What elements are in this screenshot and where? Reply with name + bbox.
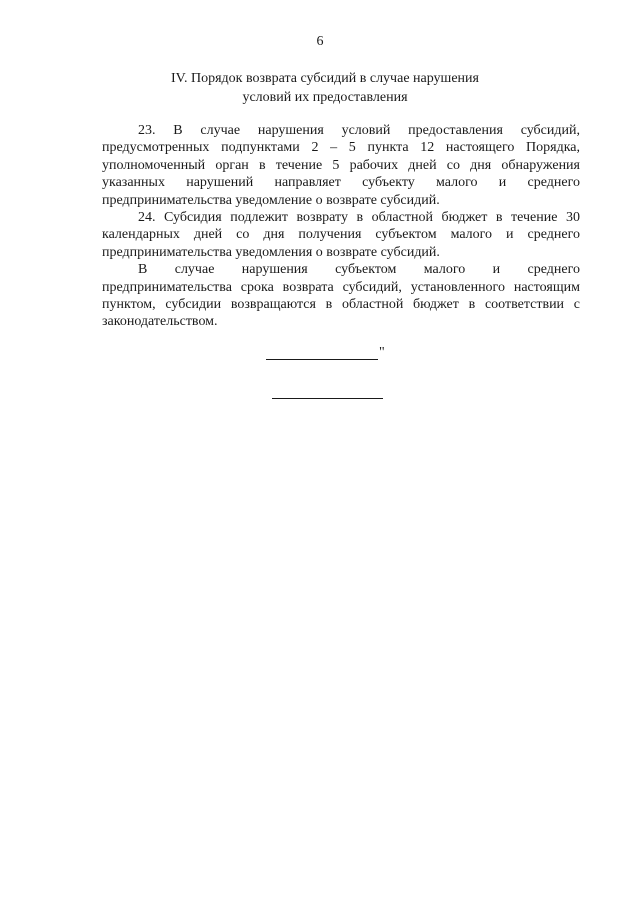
text-line: предпринимательства срока возврата субсидий, установленного настоящим — [102, 279, 580, 295]
body-text — [102, 122, 580, 331]
page-number: 6 — [316, 34, 324, 49]
text-line: пунктом, субсидии возвращаются в областной бюджет в соответствии с — [102, 297, 580, 313]
section-title-line-2: условий их предоставления — [242, 90, 408, 105]
text-line: указанных нарушений направляет субъекту малого и среднего — [102, 175, 580, 191]
text-line: предпринимательства уведомление о возврате субсидий. — [102, 192, 440, 208]
text-line: предпринимательства уведомления о возврате субсидий. — [102, 244, 440, 260]
closing-quote: " — [379, 345, 385, 360]
closing-mark — [266, 346, 386, 366]
text-line: предусмотренных подпунктами 2 – 5 пункта 12 настоящего Порядка, — [102, 140, 580, 156]
section-title-line-1: IV. Порядок возврата субсидий в случае нарушения — [171, 71, 479, 86]
closing-rule — [266, 359, 378, 360]
text-line: уполномоченный орган в течение 5 рабочих дней со дня обнаружения — [102, 157, 580, 173]
end-rule — [272, 398, 383, 399]
text-line: 24. Субсидия подлежит возврату в областной бюджет в течение 30 — [138, 210, 580, 226]
section-title — [0, 69, 640, 107]
text-line: В случае нарушения субъектом малого и среднего — [138, 262, 580, 278]
paragraph-24-continuation — [102, 261, 580, 331]
text-line: законодательством. — [102, 314, 218, 330]
text-line: 23. В случае нарушения условий предоставления субсидий, — [138, 123, 580, 138]
text-line: календарных дней со дня получения субъектом малого и среднего — [102, 227, 580, 243]
paragraph-24 — [102, 209, 580, 261]
paragraph-23 — [102, 122, 580, 209]
